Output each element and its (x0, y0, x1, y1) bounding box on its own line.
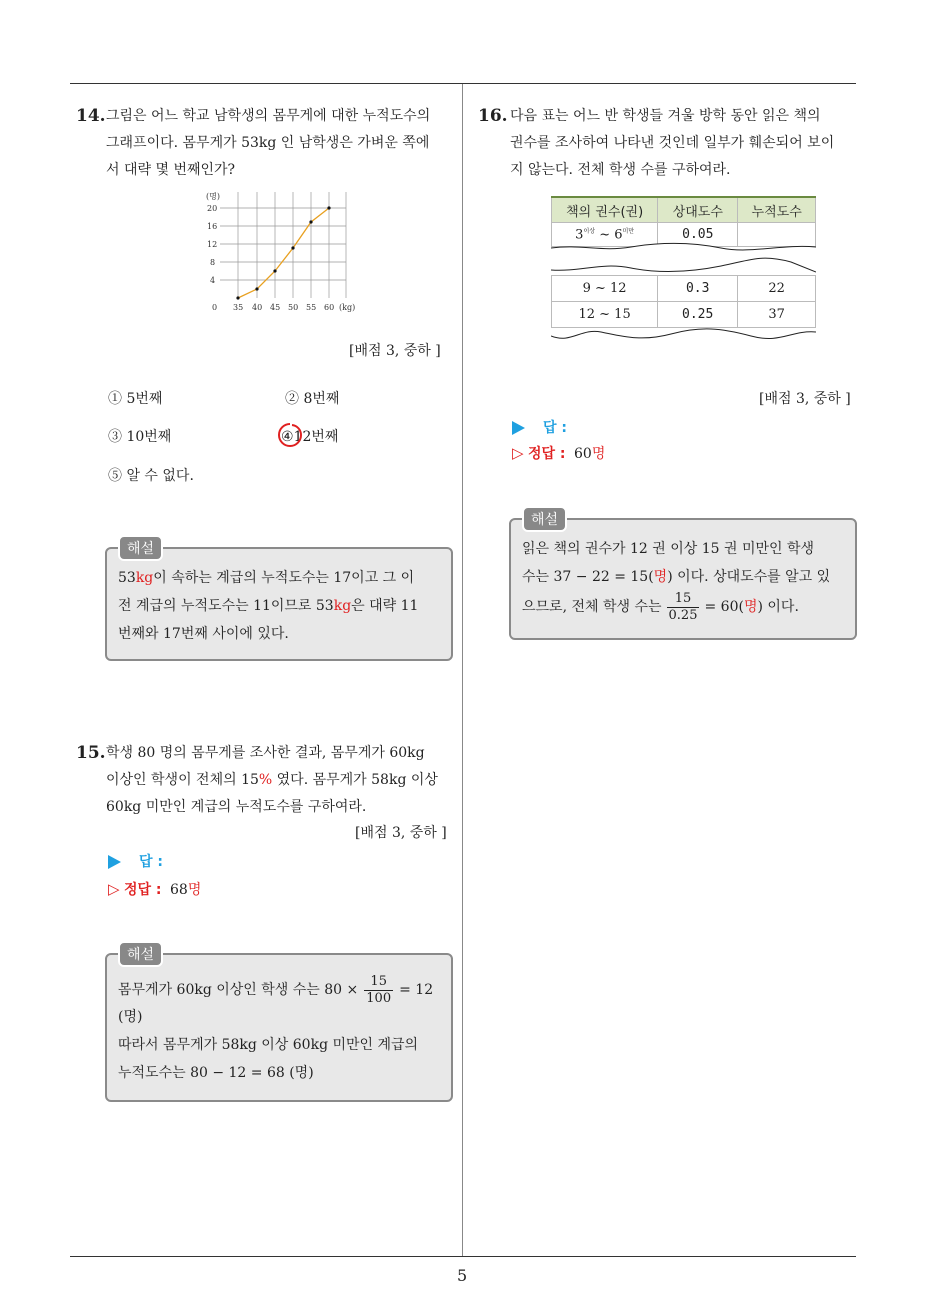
q14-x-tick: 45 (270, 303, 281, 312)
q16-cell-relative: 0.05 (658, 223, 738, 247)
q14-x-tick: 35 (233, 303, 244, 312)
q14-y-tick: 16 (207, 222, 218, 231)
torn-edge-bottom-icon (551, 326, 816, 344)
unit-kg: kg (135, 570, 154, 586)
q14-point (273, 269, 276, 272)
q16-cell-cumulative: 37 (738, 302, 816, 328)
column-divider (462, 84, 463, 1257)
q14-y-tick: 20 (207, 204, 218, 213)
q14-explanation-text: 53kg이 속하는 계급의 누적도수는 17이고 그 이 전 계급의 누적도수는 11이므로 53kg은 대략 11 번째와 17번째 사이에 있다. (118, 570, 419, 642)
q15-answer-input[interactable] (178, 849, 378, 871)
q14-x-tick: 55 (306, 303, 317, 312)
q14-choice-4-text: 12번째 (293, 429, 339, 445)
q16-frequency-table (551, 196, 816, 247)
q16-answer-label: 답 : (543, 420, 567, 436)
torn-edge-icon (551, 242, 816, 276)
unit-kg: kg (333, 598, 352, 614)
q16-correct-row (512, 443, 605, 463)
q14-point (291, 246, 294, 249)
q14-y-tick: 4 (210, 276, 216, 285)
fraction-15-over-025: $\frac{15}{0.25}$ (668, 590, 698, 623)
q14-question (106, 103, 466, 184)
q16-cell-range: 9 ~ 12 (552, 276, 658, 302)
q14-y-label: (명) (206, 192, 220, 201)
fraction-15-over-100: $\frac{15}{100}$ (366, 973, 392, 1006)
q15-explanation-label: 해설 (118, 941, 163, 967)
q14-cumulative-graph (200, 190, 360, 315)
q16-score: [배점 3, 중하 ] (759, 391, 851, 407)
q16-number: 16. (478, 106, 508, 126)
q14-y-tick: 8 (210, 258, 216, 267)
q14-choice-4[interactable] (281, 426, 338, 446)
percent-sign: % (258, 772, 273, 788)
q14-cumulative-line (238, 208, 329, 298)
q14-point (327, 206, 330, 209)
q15-explanation-text: 몸무게가 60kg 이상인 학생 수는 80 × $\frac{15}{100}$ = 12 (명) 따라서 몸무게가 58kg 이상 60kg 미만인 계급의 누적도수는 80 − 12 = 68 (명) (118, 973, 434, 1081)
q16-header-range: 책의 권수(권) (552, 197, 658, 223)
q14-x-tick: 50 (288, 303, 299, 312)
q15-correct-unit: 명 (187, 882, 202, 898)
q16-answer-input[interactable] (582, 415, 782, 437)
q14-number: 14. (76, 106, 106, 126)
q14-x-label: (kg) (339, 303, 356, 312)
q16-cell-range: 12 ~ 15 (552, 302, 658, 328)
q14-score: [배점 3, 중하 ] (349, 343, 441, 359)
q16-cell-cumulative: 22 (738, 276, 816, 302)
q14-choice-4-mark: ④ (281, 429, 294, 445)
q16-correct-value: 60 (573, 446, 592, 462)
q16-correct-label: 정답 : (528, 446, 566, 462)
q15-answer-label: 답 : (139, 854, 163, 870)
q16-explanation-label: 해설 (522, 506, 567, 532)
q14-choice-1[interactable]: ① 5번째 (108, 391, 163, 407)
selected-answer-circle-icon (276, 421, 304, 449)
q15-correct-row (108, 879, 201, 899)
q14-line: 그림은 어느 학교 남학생의 몸무게에 대한 누적도수의 (106, 108, 431, 124)
q16-header-cumulative: 누적도수 (738, 197, 816, 223)
top-rule (70, 83, 856, 84)
q14-choice-5[interactable]: ⑤ 알 수 없다. (108, 468, 194, 484)
q15-number: 15. (76, 743, 106, 763)
q16-answer-row (512, 417, 567, 437)
q16-question: 다음 표는 어느 반 학생들 겨울 방학 동안 읽은 책의 권수를 조사하여 나타낸 것인데 일부가 훼손되어 보이 지 않는다. 전체 학생 수를 구하여라. (510, 108, 835, 178)
q16-cell-range: $3^{이상}$ ~ $6^{미만}$ (552, 223, 658, 247)
q14-point (309, 220, 312, 223)
q16-explanation-text: 읽은 책의 권수가 12 권 이상 15 권 미만인 학생 수는 37 − 22 = 15(명) 이다. 상대도수를 알고 있 으므로, 전체 학생 수는 $\frac{15}{0.25}$ = 60( 명 ) 이다. (522, 541, 831, 623)
q14-point (255, 287, 258, 290)
q14-y-tick: 12 (207, 240, 218, 249)
outline-triangle-icon: ▷ (512, 444, 524, 462)
q16-table-wrapper (551, 196, 816, 346)
bottom-rule (70, 1256, 856, 1257)
q15-score: [배점 3, 중하 ] (355, 825, 447, 841)
q16-cell-relative: 0.3 (658, 276, 738, 302)
q15-answer-row (108, 851, 163, 871)
q14-line: 그래프이다. 몸무게가 53kg 인 남학생은 가벼운 쪽에 (106, 135, 430, 151)
q16-correct-unit: 명 (591, 446, 606, 462)
q14-x-tick: 40 (252, 303, 263, 312)
play-triangle-icon (108, 855, 121, 869)
q14-point (236, 296, 239, 299)
q15-question: 학생 80 명의 몸무게를 조사한 결과, 몸무게가 60kg 이상인 학생이 전체의 15% 였다. 몸무게가 58kg 이상 60kg 미만인 계급의 누적도수를 구하여라. (106, 745, 438, 815)
q14-x-tick: 60 (324, 303, 335, 312)
q16-header-relative: 상대도수 (658, 197, 738, 223)
page-number: 5 (457, 1266, 468, 1285)
q14-y-tick: 0 (212, 303, 218, 312)
q15-correct-value: 68 (169, 882, 188, 898)
outline-triangle-icon: ▷ (108, 880, 120, 898)
q16-frequency-table-bottom (551, 275, 816, 328)
q16-cell-relative: 0.25 (658, 302, 738, 328)
play-triangle-icon (512, 421, 525, 435)
q15-correct-label: 정답 : (124, 882, 162, 898)
q14-choice-2[interactable]: ② 8번째 (285, 391, 340, 407)
q14-choice-3[interactable]: ③ 10번째 (108, 429, 172, 445)
q14-line: 서 대략 몇 번째인가? (106, 162, 236, 178)
q14-explanation-label: 해설 (118, 535, 163, 561)
